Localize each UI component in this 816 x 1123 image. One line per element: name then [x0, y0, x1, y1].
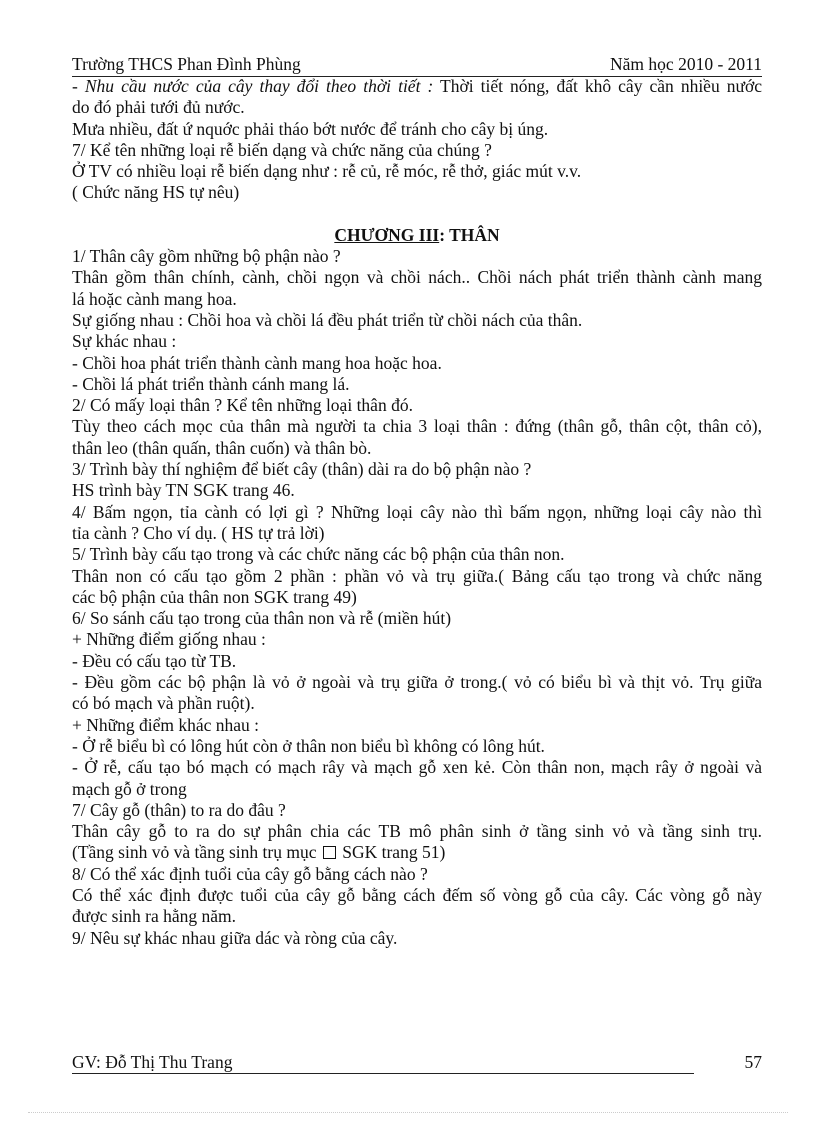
chapter-subject: : THÂN	[439, 224, 500, 245]
question-line: 7/ Kể tên những loại rễ biến dạng và chức năng của chúng ?	[72, 139, 492, 160]
paragraph-line: - Ở rễ biểu bì có lông hút còn ở thân non biểu bì không có lông hút.	[72, 735, 545, 756]
paragraph-line: mạch gỗ ở trong	[72, 778, 187, 799]
school-name: Trường THCS Phan Đình Phùng	[72, 54, 301, 74]
paragraph-line: Thân cây gỗ to ra do sự phân chia các TB mô phân sinh ở tầng sinh vỏ và tầng sinh trụ.	[72, 821, 762, 842]
paragraph-line: - Chồi hoa phát triển thành cành mang hoa hoặc hoa.	[72, 352, 442, 373]
paragraph-line: tỉa cành ? Cho ví dụ. ( HS tự trả lời)	[72, 522, 325, 543]
school-year: Năm học 2010 - 2011	[610, 54, 762, 74]
question-line: 2/ Có mấy loại thân ? Kể tên những loại thân đó.	[72, 395, 413, 416]
paragraph-line: lá hoặc cành mang hoa.	[72, 288, 237, 309]
square-box-icon	[323, 846, 336, 859]
paragraph-line: + Những điểm khác nhau :	[72, 714, 260, 735]
teacher-name: GV: Đỗ Thị Thu Trang	[72, 1052, 694, 1074]
question-line: 8/ Có thể xác định tuổi của cây gỗ bằng cách nào ?	[72, 863, 428, 884]
paragraph-line: - Chồi lá phát triển thành cánh mang lá.	[72, 373, 350, 394]
paragraph-line: HS trình bày TN SGK trang 46.	[72, 480, 295, 501]
paragraph-line: (Tầng sinh vỏ và tầng sinh trụ mục SGK trang 51)	[72, 842, 446, 863]
chapter-label: CHƯƠNG III	[334, 224, 440, 245]
page-header	[72, 54, 762, 77]
spacer	[72, 204, 762, 225]
paragraph-line: do đó phải tưới đủ nước.	[72, 97, 245, 118]
paragraph-line: - Đều có cấu tạo từ TB.	[72, 650, 237, 671]
paragraph-line: + Những điểm giống nhau :	[72, 629, 266, 650]
chapter-title	[72, 225, 762, 246]
question-line: 1/ Thân cây gồm những bộ phận nào ?	[72, 246, 341, 267]
paragraph-line: Có thể xác định được tuổi của cây gỗ bằng cách đếm số vòng gỗ của cây. Các vòng gỗ này	[72, 884, 762, 905]
paragraph-line: các bộ phận của thân non SGK trang 49)	[72, 586, 357, 607]
paragraph-line: - Ở rễ, cấu tạo bó mạch có mạch rây và mạch gỗ xen kẻ. Còn thân non, mạch rây ở ngoài và	[72, 757, 762, 778]
paragraph-line: được sinh ra hằng năm.	[72, 906, 237, 927]
question-line: 7/ Cây gỗ (thân) to ra do đâu ?	[72, 799, 286, 820]
paragraph-line: Thân gồm thân chính, cành, chồi ngọn và chồi nách.. Chồi nách phát triển thành cành mang	[72, 267, 762, 288]
page-number: 57	[744, 1052, 762, 1072]
question-line: 6/ So sánh cấu tạo trong của thân non và rễ (miền hút)	[72, 608, 452, 629]
paragraph-line: - Đều gồm các bộ phận là vỏ ở ngoài và trụ giữa ở trong.( vỏ có biểu bì và thịt vỏ. Trụ giữa	[72, 672, 762, 693]
paragraph-line: có bó mạch và phần ruột).	[72, 693, 255, 714]
paragraph-line: Thân non có cấu tạo gồm 2 phần : phần vỏ và trụ giữa.( Bảng cấu tạo trong và chức năng	[72, 565, 762, 586]
page-bottom-border	[28, 1112, 788, 1113]
question-line: 5/ Trình bày cấu tạo trong và các chức năng các bộ phận của thân non.	[72, 544, 565, 565]
document-body	[72, 76, 762, 949]
paragraph-line: Ở TV có nhiều loại rễ biến dạng như : rễ củ, rễ móc, rễ thở, giác mút v.v.	[72, 161, 582, 182]
question-line: 3/ Trình bày thí nghiệm để biết cây (thân) dài ra do bộ phận nào ?	[72, 459, 532, 480]
italic-heading: - Nhu cầu nước của cây thay đổi theo thời tiết :	[72, 76, 434, 96]
paragraph-line: - Nhu cầu nước của cây thay đổi theo thời tiết : Thời tiết nóng, đất khô cây cần nhiều nước	[72, 76, 762, 96]
paragraph-line: thân leo (thân quấn, thân cuốn) và thân bò.	[72, 437, 372, 458]
paragraph-line: Sự giống nhau : Chồi hoa và chồi lá đều phát triển từ chồi nách của thân.	[72, 309, 583, 330]
page-footer	[72, 1052, 762, 1074]
question-line: 4/ Bấm ngọn, tỉa cành có lợi gì ? Những loại cây nào thì bấm ngọn, những loại cây nào thì	[72, 501, 762, 522]
paragraph-line: Tùy theo cách mọc của thân mà người ta chia 3 loại thân : đứng (thân gỗ, thân cột, thân cỏ),	[72, 416, 762, 437]
paragraph-line: Mưa nhiều, đất ứ nquớc phải tháo bớt nước để tránh cho cây bị úng.	[72, 118, 549, 139]
paragraph-line: Sự khác nhau :	[72, 331, 177, 352]
question-line: 9/ Nêu sự khác nhau giữa dác và ròng của cây.	[72, 927, 398, 948]
paragraph-line: ( Chức năng HS tự nêu)	[72, 182, 240, 203]
